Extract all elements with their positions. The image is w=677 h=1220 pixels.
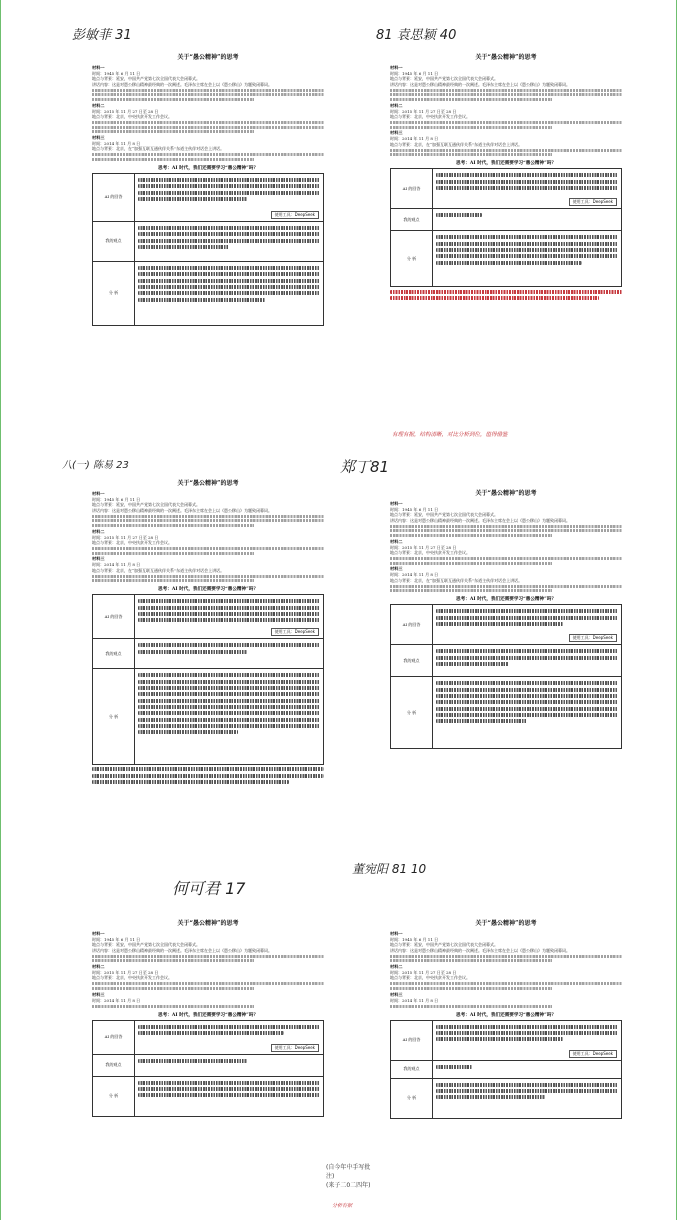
table-row: [391, 1060, 622, 1078]
row-label-ai: AI 的回答: [93, 1020, 135, 1054]
left-edge-line: [0, 0, 1, 1220]
worksheet-table: [390, 1020, 622, 1119]
material1-title: 材料一: [92, 491, 105, 496]
text-line: [390, 959, 552, 962]
material2-time: 时间：2015 年 11 月 27 日至 28 日: [92, 970, 159, 975]
table-row: [391, 1020, 622, 1060]
document-title: 关于“愚公精神”的思考: [177, 480, 239, 487]
handwritten-cell: [135, 595, 324, 639]
text-line: [390, 955, 622, 958]
material2-place: 地点与背景：北京，中央扶贫开发工作会议。: [92, 975, 172, 981]
handwritten-name-p4: 郑丁81: [340, 458, 390, 476]
material3-title: 材料三: [92, 134, 105, 140]
bottom-red-note: 分析有据: [332, 1203, 353, 1209]
row-label-ai: AI 的回答: [93, 173, 135, 221]
text-line: [92, 89, 324, 92]
row-label-analysis: 分 析: [93, 1076, 135, 1116]
handwritten-cell: [433, 209, 622, 231]
text-line: [92, 1005, 254, 1008]
document-title: 关于“愚公精神”的思考: [177, 920, 239, 927]
row-label-analysis: 分 析: [391, 1078, 433, 1118]
handwritten-cell: [135, 173, 324, 221]
tool-label: 使用工具：DeepSeek: [569, 1050, 617, 1058]
handwritten-cell: [135, 1054, 324, 1076]
material3-title: 材料三: [390, 991, 403, 997]
material2-title: 材料二: [92, 964, 105, 969]
material1-time: 时间：1945 年 6 月 11 日: [390, 937, 439, 942]
material1-place: 地点与背景：延安，中国共产党第七次全国代表大会闭幕式。: [92, 942, 200, 948]
material1-title: 材料一: [92, 65, 105, 70]
material2-time: 时间：2015 年 11 月 27 日至 28 日: [390, 544, 457, 550]
material1-place: 地点与背景：延安，中国共产党第七次全国代表大会闭幕式。: [390, 76, 498, 82]
handwritten-name-p3: 八(一) 陈易 23: [62, 460, 129, 471]
material1-lead: 讲话内容：这是对愚公移山精神最经典的一次阐述。毛泽东主席在会上以《愚公移山》为题致闭幕词。: [92, 81, 272, 87]
scanned-page-1: [92, 52, 324, 326]
text-line: [92, 121, 324, 124]
handwritten-cell: [135, 1020, 324, 1054]
material1-lead: 讲话内容：这是对愚公移山精神最经典的一次阐述。毛泽东主席在会上以《愚公移山》为题致闭幕词。: [92, 507, 272, 513]
handwritten-cell: [433, 231, 622, 287]
handwritten-cell: [135, 221, 324, 261]
material3-title: 材料三: [92, 991, 105, 997]
text-line: [92, 158, 254, 161]
table-row: [391, 1078, 622, 1118]
text-line: [390, 987, 552, 990]
material1-title: 材料一: [390, 501, 403, 506]
row-label-ai: AI 的回答: [391, 605, 433, 645]
row-label-mine: 我的观点: [93, 639, 135, 669]
material1-place: 地点与背景：延安，中国共产党第七次全国代表大会闭幕式。: [92, 502, 200, 508]
material2-time: 时间：2015 年 11 月 27 日至 28 日: [390, 970, 457, 975]
text-line: [390, 126, 552, 129]
material1-time: 时间：1945 年 6 月 11 日: [92, 937, 141, 942]
handwritten-cell: [433, 1020, 622, 1060]
table-row: [391, 209, 622, 231]
scanned-page-2: [390, 52, 622, 303]
text-line: [92, 130, 254, 133]
material2-title: 材料二: [92, 528, 105, 534]
material2-title: 材料二: [92, 102, 105, 108]
scanned-page-6: [390, 918, 622, 1119]
text-line: [390, 98, 552, 101]
table-row: [93, 639, 324, 669]
handwritten-cell: [433, 605, 622, 645]
text-line: [390, 557, 622, 560]
table-row: [93, 1020, 324, 1054]
table-row: [93, 1054, 324, 1076]
tool-label: 使用工具：DeepSeek: [271, 1044, 319, 1052]
document-title: 关于“愚公精神”的思考: [475, 920, 537, 927]
worksheet-table: [92, 173, 324, 326]
material1-title: 材料一: [390, 931, 403, 936]
table-row: [93, 221, 324, 261]
table-row: [391, 169, 622, 209]
table-row: [93, 669, 324, 765]
material3-place: 地点与背景：北京，在“加强互联互通伙伴关系”东道主伙伴对话会上讲话。: [390, 141, 523, 147]
text-line: [92, 579, 254, 582]
scanned-page-3: [92, 478, 324, 786]
extra-handwriting: [92, 767, 324, 784]
handwritten-cell: [135, 669, 324, 765]
row-label-ai: AI 的回答: [391, 1020, 433, 1060]
handwritten-cell: [433, 645, 622, 677]
tool-label: 使用工具：DeepSeek: [271, 211, 319, 219]
handwritten-cell: [433, 1078, 622, 1118]
material1-lead: 讲话内容：这是对愚公移山精神最经典的一次阐述。毛泽东主席在会上以《愚公移山》为题致闭幕词。: [92, 947, 272, 953]
material2-place: 地点与背景：北京，中央扶贫开发工作会议。: [92, 114, 172, 119]
document-title: 关于“愚公精神”的思考: [177, 54, 239, 61]
text-line: [390, 562, 552, 565]
worksheet-table: [92, 1020, 324, 1117]
row-label-mine: 我的观点: [93, 1054, 135, 1076]
material1-lead: 讲话内容：这是对愚公移山精神最经典的一次阐述。毛泽东主席在会上以《愚公移山》为题致闭幕词。: [390, 517, 570, 523]
text-line: [92, 93, 324, 96]
text-line: [390, 153, 552, 156]
material3-time: 时间：2014 年 11 月 8 日: [92, 997, 141, 1003]
row-label-analysis: 分 析: [93, 669, 135, 765]
tool-label: 使用工具：DeepSeek: [569, 634, 617, 642]
table-row: [391, 645, 622, 677]
text-line: [390, 589, 552, 592]
table-row: [93, 261, 324, 325]
row-label-mine: 我的观点: [391, 645, 433, 677]
row-label-analysis: 分 析: [391, 677, 433, 749]
material1-title: 材料一: [390, 65, 403, 70]
tool-label: 使用工具：DeepSeek: [569, 198, 617, 206]
material3-time: 时间：2014 年 11 月 8 日: [92, 562, 141, 568]
text-line: [390, 121, 622, 124]
table-row: [391, 677, 622, 749]
table-row: [93, 1076, 324, 1116]
material2-time: 时间：2015 年 11 月 27 日至 28 日: [92, 108, 159, 114]
text-line: [92, 515, 324, 518]
material1-place: 地点与背景：延安，中国共产党第七次全国代表大会闭幕式。: [390, 512, 498, 518]
material1-title: 材料一: [92, 931, 105, 936]
material1-lead: 讲话内容：这是对愚公移山精神最经典的一次阐述。毛泽东主席在会上以《愚公移山》为题致闭幕词。: [390, 947, 570, 953]
text-line: [92, 959, 254, 962]
handwritten-cell: [433, 677, 622, 749]
table-row: [391, 605, 622, 645]
material2-place: 地点与背景：北京，中央扶贫开发工作会议。: [390, 550, 470, 555]
handwritten-cell: [433, 169, 622, 209]
material3-place: 地点与背景：北京，在“加强互联互通伙伴关系”东道主伙伴对话会上讲话。: [92, 146, 225, 152]
worksheet-table: [390, 604, 622, 749]
handwritten-cell: [135, 1076, 324, 1116]
material1-lead: 讲话内容：这是对愚公移山精神最经典的一次阐述。毛泽东主席在会上以《愚公移山》为题致闭幕词。: [390, 81, 570, 87]
handwritten-cell: [433, 1060, 622, 1078]
document-title: 关于“愚公精神”的思考: [475, 54, 537, 61]
text-line: [92, 519, 324, 522]
material3-time: 时间：2014 年 11 月 8 日: [92, 140, 141, 146]
row-label-mine: 我的观点: [391, 1060, 433, 1078]
material3-time: 时间：2014 年 11 月 8 日: [390, 572, 439, 578]
table-row: [391, 231, 622, 287]
material1-time: 时间：1945 年 6 月 11 日: [390, 507, 439, 512]
material3-title: 材料三: [390, 566, 403, 572]
row-label-analysis: 分 析: [93, 261, 135, 325]
material2-title: 材料二: [390, 964, 403, 969]
worksheet-table: [390, 168, 622, 287]
text-line: [92, 524, 254, 527]
text-line: [390, 149, 622, 152]
ai-section-title: 思考：AI 时代，我们还需要学习“愚公精神”吗？: [158, 587, 258, 593]
material3-time: 时间：2014 年 11 月 8 日: [390, 997, 439, 1003]
document-title: 关于“愚公精神”的思考: [475, 490, 537, 497]
material3-time: 时间：2014 年 11 月 8 日: [390, 136, 439, 142]
red-comment-lines: [390, 290, 622, 300]
ai-section-title: 思考：AI 时代，我们还需要学习“愚公精神”吗？: [158, 165, 258, 171]
material2-title: 材料二: [390, 538, 403, 544]
table-row: [93, 173, 324, 221]
material2-time: 时间：2015 年 11 月 27 日至 28 日: [92, 534, 159, 540]
material1-time: 时间：1945 年 6 月 11 日: [92, 497, 141, 502]
ai-section-title: 思考：AI 时代，我们还需要学习“愚公精神”吗？: [456, 161, 556, 167]
material3-place: 地点与背景：北京，在“加强互联互通伙伴关系”东道主伙伴对话会上讲话。: [92, 567, 225, 573]
material1-place: 地点与背景：延安，中国共产党第七次全国代表大会闭幕式。: [92, 76, 200, 82]
ai-section-title: 思考：AI 时代，我们还需要学习“愚公精神”吗？: [456, 1012, 556, 1018]
material3-title: 材料三: [92, 556, 105, 562]
text-line: [92, 98, 254, 101]
material3-place: 地点与背景：北京，在“加强互联互通伙伴关系”东道主伙伴对话会上讲话。: [390, 577, 523, 583]
text-line: [92, 552, 254, 555]
handwritten-cell: [135, 639, 324, 669]
text-line: [390, 534, 552, 537]
material2-place: 地点与背景：北京，中央扶贫开发工作会议。: [92, 540, 172, 545]
margin-note: (自今年中手写批注) (来子二0二四年): [326, 1164, 371, 1189]
text-line: [390, 982, 622, 985]
material2-place: 地点与背景：北京，中央扶贫开发工作会议。: [390, 114, 470, 119]
text-line: [390, 529, 622, 532]
scanned-page-5: [92, 918, 324, 1117]
handwritten-name-p6: 董宛阳 81 10: [352, 862, 427, 876]
text-line: [390, 89, 622, 92]
text-line: [92, 575, 324, 578]
row-label-analysis: 分 析: [391, 231, 433, 287]
row-label-mine: 我的观点: [391, 209, 433, 231]
handwritten-cell: [135, 261, 324, 325]
row-label-ai: AI 的回答: [93, 595, 135, 639]
text-line: [92, 547, 324, 550]
row-label-mine: 我的观点: [93, 221, 135, 261]
text-line: [92, 982, 324, 985]
material1-time: 时间：1945 年 6 月 11 日: [390, 71, 439, 76]
ai-section-title: 思考：AI 时代，我们还需要学习“愚公精神”吗？: [158, 1012, 258, 1018]
material1-place: 地点与背景：延安，中国共产党第七次全国代表大会闭幕式。: [390, 942, 498, 948]
material3-title: 材料三: [390, 130, 403, 136]
text-line: [92, 955, 324, 958]
text-line: [92, 153, 324, 156]
material2-title: 材料二: [390, 102, 403, 108]
handwritten-name-p1: 彭敏菲 31: [72, 28, 132, 43]
material2-place: 地点与背景：北京，中央扶贫开发工作会议。: [390, 975, 470, 981]
teacher-red-comment: 有理有据，结构清晰，对比分析到位，值得借鉴: [392, 432, 508, 438]
ai-section-title: 思考：AI 时代，我们还需要学习“愚公精神”吗？: [456, 597, 556, 603]
tool-label: 使用工具：DeepSeek: [271, 628, 319, 636]
material1-time: 时间：1945 年 6 月 11 日: [92, 71, 141, 76]
worksheet-table: [92, 594, 324, 765]
scanned-page-4: [390, 488, 622, 749]
text-line: [390, 93, 622, 96]
handwritten-name-p2: 81 袁思颖 40: [376, 28, 457, 43]
text-line: [390, 1005, 552, 1008]
table-row: [93, 595, 324, 639]
text-line: [390, 525, 622, 528]
handwritten-name-p5: 何可君 17: [172, 879, 246, 898]
material2-time: 时间：2015 年 11 月 27 日至 28 日: [390, 108, 457, 114]
text-line: [92, 126, 324, 129]
text-line: [92, 987, 254, 990]
text-line: [390, 585, 622, 588]
row-label-ai: AI 的回答: [391, 169, 433, 209]
